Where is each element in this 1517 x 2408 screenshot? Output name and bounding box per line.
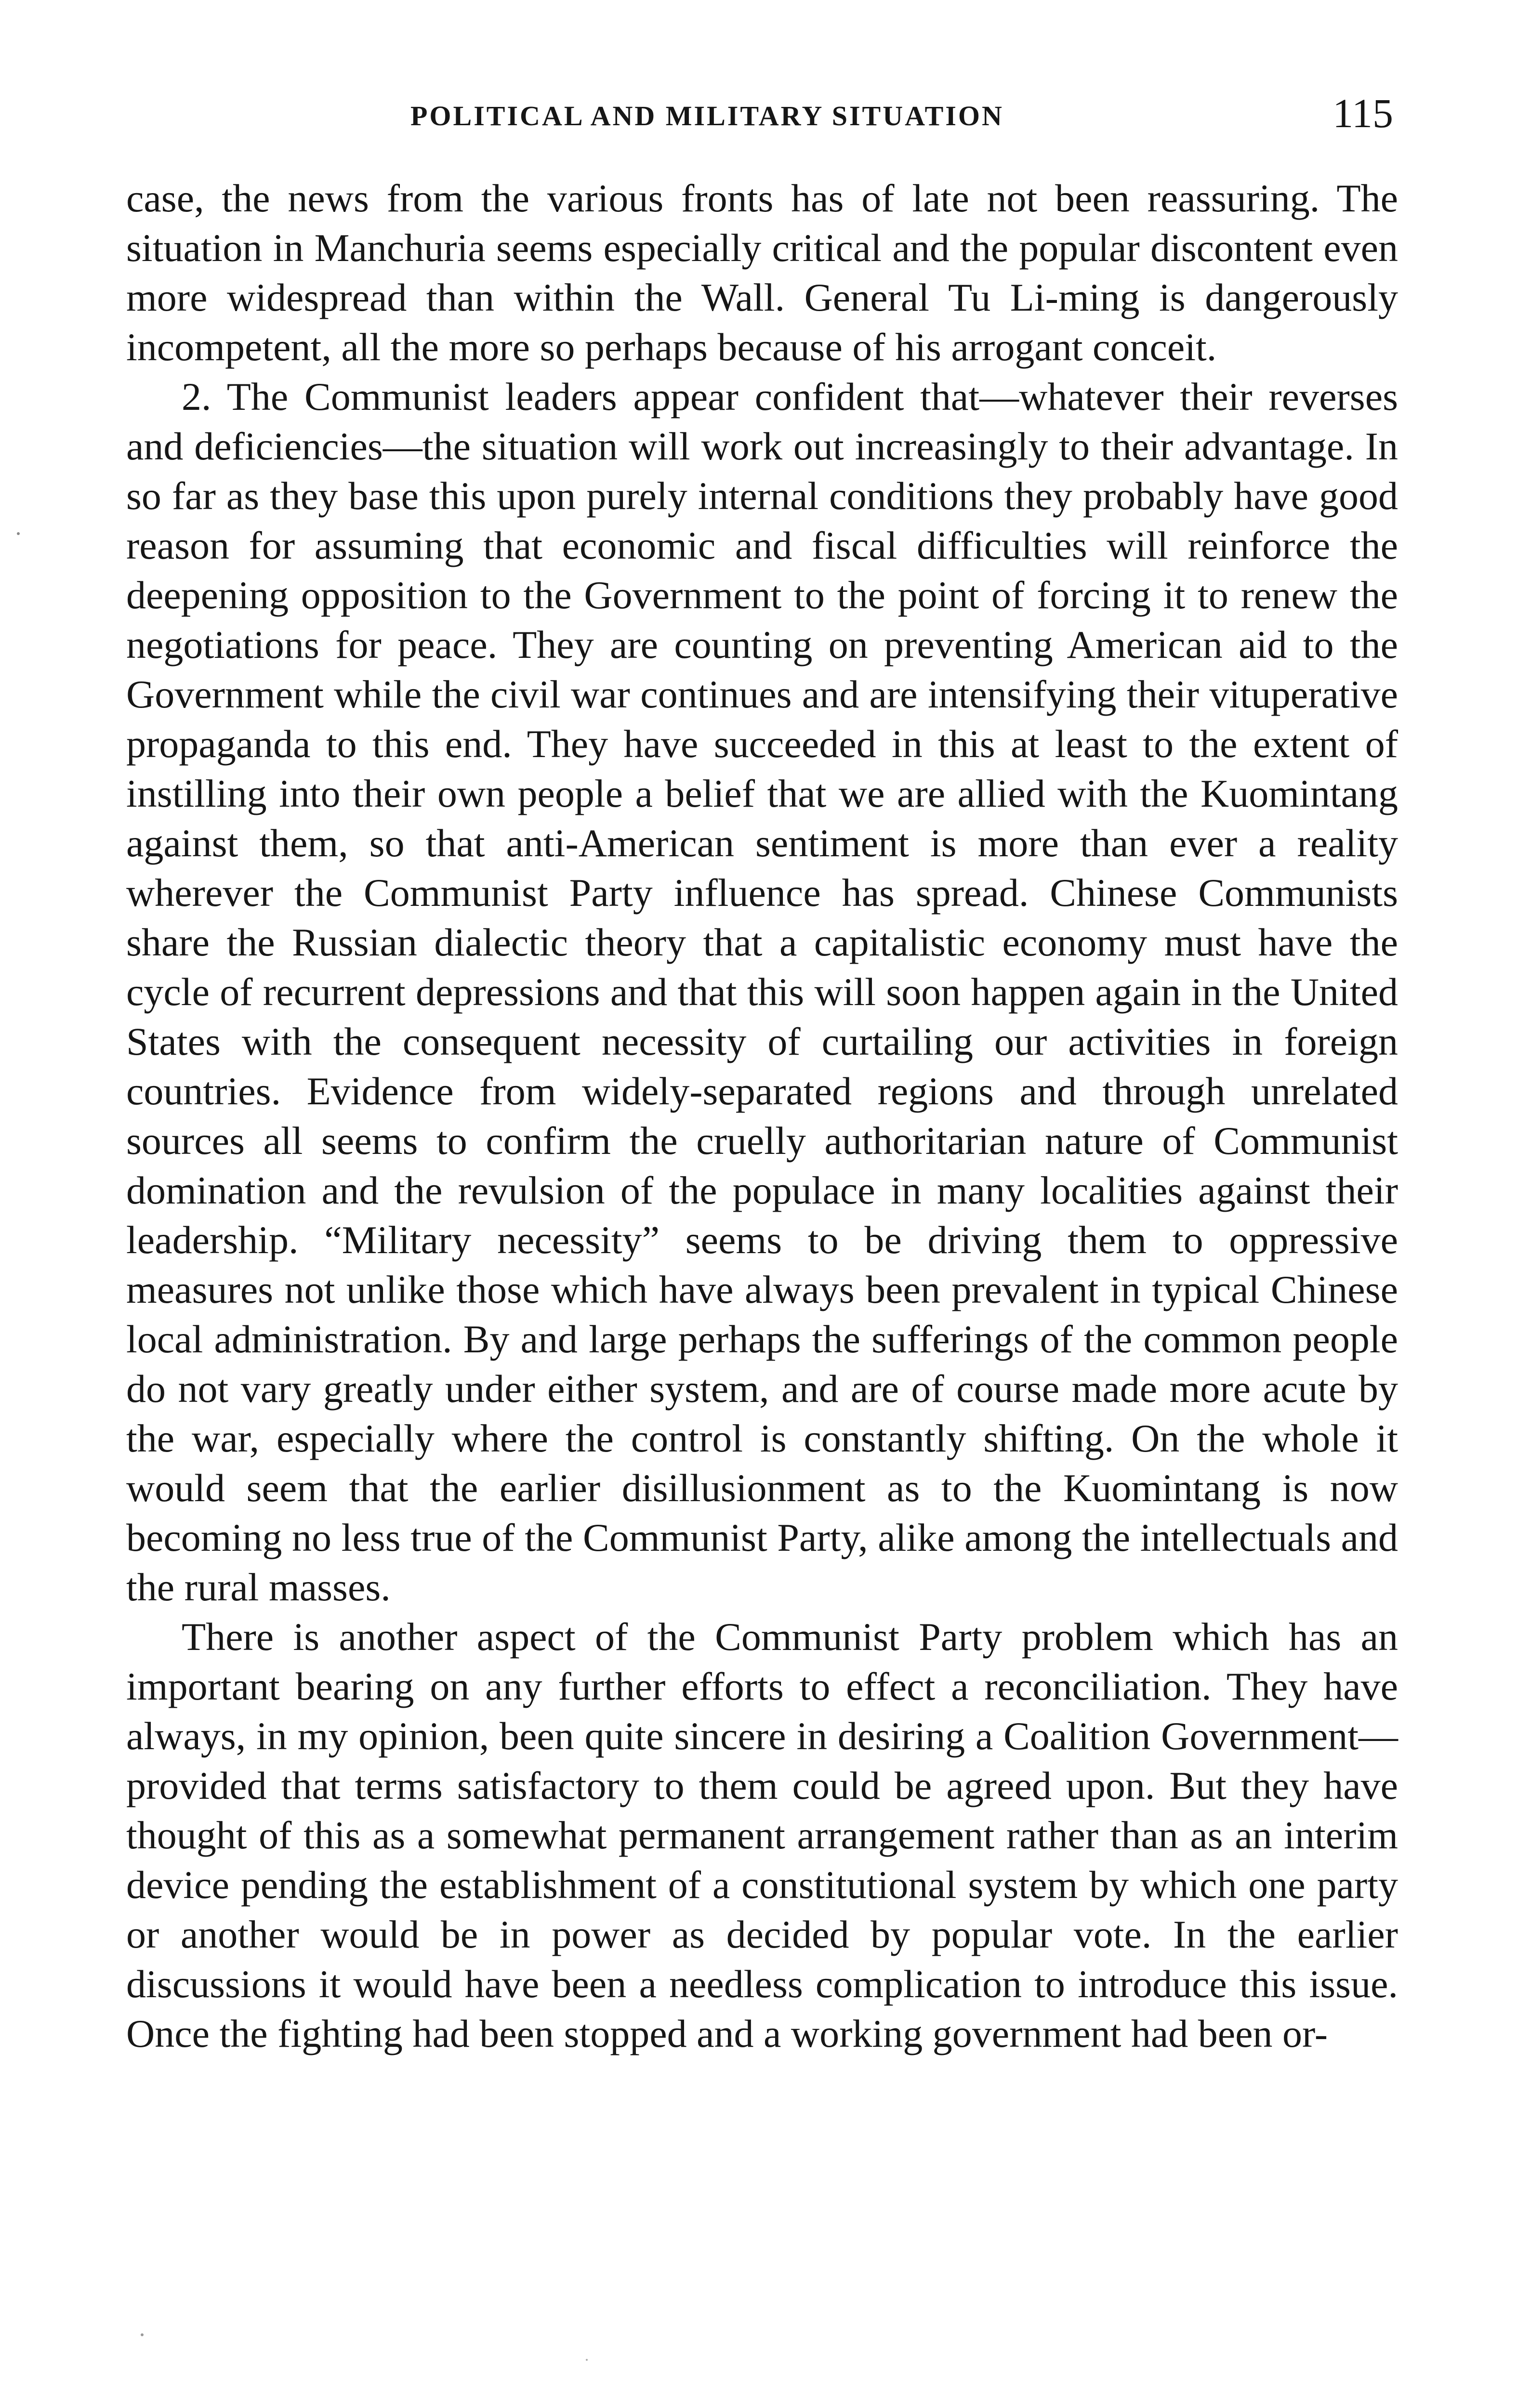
speck-bottom-left (141, 2333, 144, 2336)
running-head: POLITICAL AND MILITARY SITUATION (410, 100, 1004, 131)
speck-left-margin (17, 532, 20, 535)
speck-bottom-center (586, 2359, 588, 2361)
paragraph-coalition: There is another aspect of the Communist Party problem which has an important bearing on any further efforts to effect a reconciliation. They have always, in my opinion, been quite sincere in desiring a Coalition Government—provided that terms satisfactory to them could be agreed upon. But they have thought of this as a somewhat permanent arrangement rather than as an interim device pending the establishment of a constitutional system by which one party or another would be in power as decided by popular vote. In the earlier discussions it would have been a needless complication to introduce this issue. Once the fighting had been stopped and a working government had been or- (126, 1615, 1398, 2055)
paragraph-point-2: 2. The Communist leaders appear confident that—whatever their reverses and deficiencies—the situation will work out increasingly to their advantage. In so far as they base this upon purely internal conditions they probably have good reason for assuming that economic and fiscal difficulties will reinforce the deepening opposition to the Government to the point of forcing it to renew the negotiations for peace. They are counting on preventing American aid to the Government while the civil war continues and are intensifying their vituperative propaganda to this end. They have succeeded in this at least to the extent of instilling into their own people a belief that we are allied with the Kuomintang against them, so that anti-American sentiment is more than ever a reality wherever the Communist Party influence has spread. Chinese Communists share the Russian dialectic theory that a capitalistic economy must have the cycle of recurrent depressions and that this will soon happen again in the United States with the consequent necessity of curtailing our activities in foreign countries. Evidence from widely-separated regions and through unrelated sources all seems to confirm the cruelly authoritarian nature of Communist domination and the revulsion of the populace in many localities against their leadership. “Military necessity” seems to be driving them to oppressive measures not unlike those which have always been prevalent in typical Chinese local administration. By and large perhaps the sufferings of the common people do not vary greatly under either system, and are of course made more acute by the war, especially where the control is constantly shifting. On the whole it would seem that the earlier disillusionment as to the Kuomintang is now becoming no less true of the Communist Party, alike among the intellectuals and the rural masses. (126, 375, 1398, 1609)
paragraph-continuation: case, the news from the various fronts has of late not been reassuring. The situation in Manchuria seems especially critical and the popular discontent even more widespread than within the Wall. General Tu Li-ming is dangerously incompetent, all the more so perhaps because of his arrogant conceit. (126, 176, 1398, 369)
page-number: 115 (1332, 90, 1393, 136)
body-text (126, 173, 1398, 2058)
page-header (126, 89, 1398, 142)
